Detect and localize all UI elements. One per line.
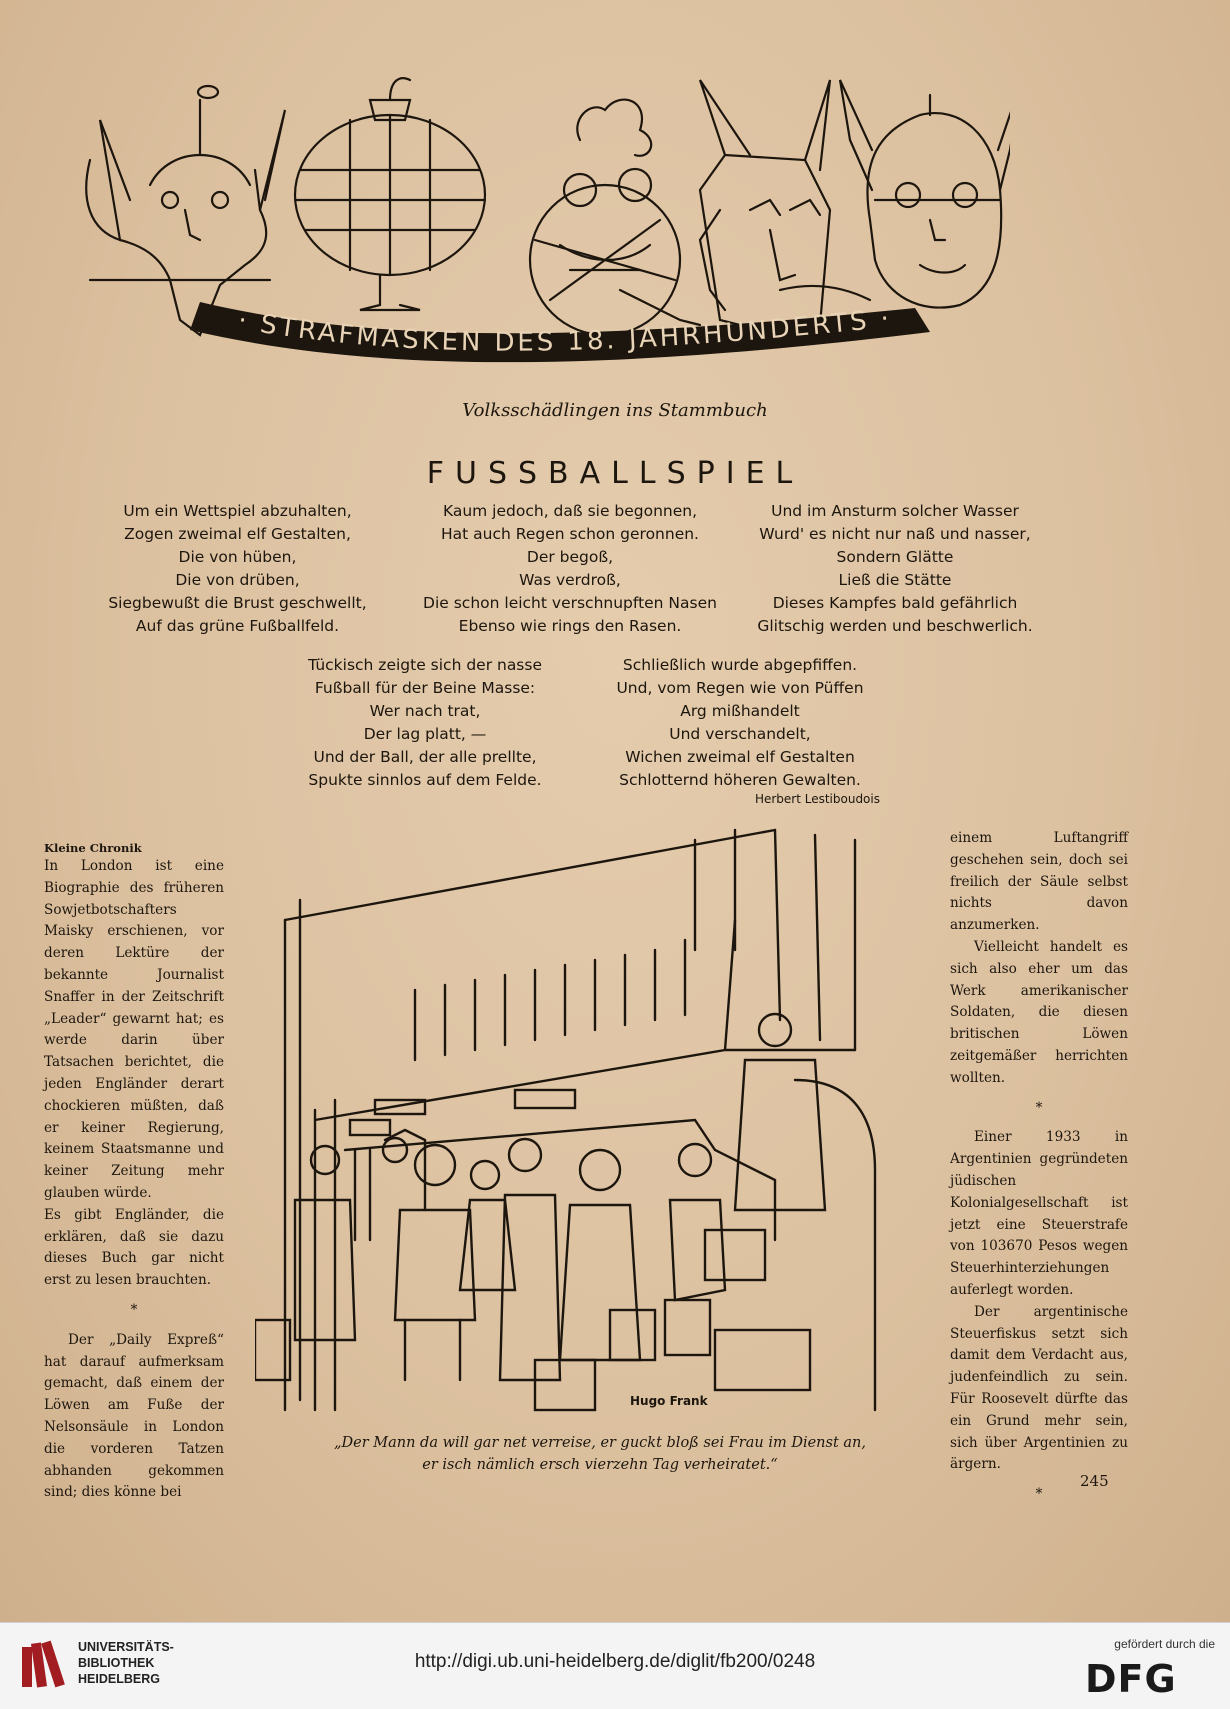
poem-line: Zogen zweimal elf Gestalten,	[124, 525, 351, 543]
cartoon-signature: Hugo Frank	[630, 1394, 708, 1408]
poem-line: Sondern Glätte	[836, 548, 954, 566]
right-paragraph-3: Einer 1933 in Argentinien gegründeten jüdischen Kolonialgesellschaft ist jetzt eine Steuerstrafe von 103670 Pesos wegen Steuerhinterziehungen auferlegt worden.	[950, 1129, 1128, 1298]
banner	[190, 302, 930, 362]
separator-star: *	[130, 1301, 138, 1318]
poem-line: Der begoß,	[526, 548, 614, 566]
permalink-url[interactable]: http://digi.ub.uni-heidelberg.de/diglit/fb200/0248	[414, 1651, 816, 1672]
mask-3-drawing	[530, 100, 700, 335]
left-paragraph-1: In London ist eine Biographie des früheren Sowjetbotschafters Maisky erschienen, vor deren Lektüre der bekannte Journalist Snaffer in der Zeitschrift „Leader“ gewarnt hat; es werde darin über Tatsachen berichtet, die jeden Engländer derart chockieren müßten, daß er keiner Regierung, keinem Staatsmanne und keiner Zeitung mehr glauben würde.	[44, 858, 224, 1201]
poem-stanza-1	[105, 500, 370, 638]
poem-line: Arg mißhandelt	[680, 702, 800, 720]
mask-5-drawing	[840, 80, 1010, 308]
poem-line: Ebenso wie rings den Rasen.	[458, 617, 682, 635]
poem-line: Der lag platt, —	[363, 725, 487, 743]
poem-line: Spukte sinnlos auf dem Felde.	[308, 771, 542, 789]
poem-line: Dieses Kampfes bald gefährlich	[772, 594, 1018, 612]
poem-stanza-5	[590, 654, 890, 792]
right-column	[950, 828, 1128, 1514]
banner-text: · STRAFMASKEN DES 18. JAHRHUNDERTS ·	[235, 303, 894, 358]
poem-line: Die von hüben,	[178, 548, 297, 566]
poem-line: Was verdroß,	[519, 571, 621, 589]
poem-line: Wurd' es nicht nur naß und nasser,	[759, 525, 1031, 543]
poem-line: Auf das grüne Fußballfeld.	[135, 617, 340, 635]
poem-line: Hat auch Regen schon geronnen.	[441, 525, 699, 543]
separator-star: *	[1035, 1099, 1043, 1116]
poem-line: Glitschig werden und beschwerlich.	[757, 617, 1033, 635]
mask-2-drawing	[295, 78, 485, 310]
poem-line: Tückisch zeigte sich der nasse	[307, 656, 542, 674]
station-cartoon-illustration	[255, 820, 910, 1415]
cartoon-caption: „Der Mann da will gar net verreise, er guckt bloß sei Frau im Dienst an, er isch nämlich ersch vierzehn Tag verheiratet.“	[334, 1435, 866, 1473]
left-column	[44, 840, 224, 1504]
left-paragraph-3: Der „Daily Expreß“ hat darauf aufmerksam gemacht, daß einem der Löwen am Fuße der Nelsonsäule in London die vorderen Tatzen abhanden gekommen sind; dies könne bei	[44, 1331, 224, 1501]
poem-line: Wer nach trat,	[369, 702, 481, 720]
footer-bar	[0, 1622, 1230, 1709]
poem-line: Siegbewußt die Brust geschwellt,	[108, 594, 367, 612]
right-paragraph-2: Vielleicht handelt es sich also eher um das Werk amerikanischer Soldaten, die diesen britischen Löwen zeitgemäßer herrichten wollten.	[950, 938, 1128, 1086]
poem-author: Herbert Lestiboudois	[754, 792, 880, 806]
poem-stanza-4	[275, 654, 575, 792]
poem-line: Und der Ball, der alle prellte,	[313, 748, 537, 766]
mask-1-drawing	[86, 86, 285, 335]
poem-line: Um ein Wettspiel abzuhalten,	[123, 502, 352, 520]
poem-line: Fußball für der Beine Masse:	[314, 679, 536, 697]
poem-stanza-3	[745, 500, 1045, 638]
poem-line: Und verschandelt,	[669, 725, 811, 743]
poem-line: Kaum jedoch, daß sie begonnen,	[442, 502, 698, 520]
poem-line: Und im Ansturm solcher Wasser	[771, 502, 1019, 520]
funded-by-label: gefördert durch die	[1114, 1637, 1215, 1651]
separator-star: *	[1035, 1486, 1043, 1503]
column-heading: Kleine Chronik	[44, 841, 142, 855]
poem-title: FUSSBALLSPIEL	[426, 456, 804, 491]
poem-line: Ließ die Stätte	[838, 571, 952, 589]
punishment-masks-illustration	[60, 40, 1010, 370]
mask-4-drawing	[700, 80, 870, 335]
university-name: UNIVERSITÄTS- BIBLIOTHEK HEIDELBERG	[78, 1640, 174, 1686]
poem-line: Und, vom Regen wie von Püffen	[616, 679, 864, 697]
right-paragraph-4: Der argentinische Steuerfiskus setzt sich damit dem Verdacht aus, judenfeindlich zu sein. Für Roosevelt dürfte das ein Grund mehr sein, sich über Argentinien zu ärgern.	[950, 1303, 1128, 1473]
poem-stanza-2	[420, 500, 720, 638]
poem-line: Schließlich wurde abgepfiffen.	[622, 656, 858, 674]
poem-line: Die von drüben,	[175, 571, 300, 589]
poem-line: Wichen zweimal elf Gestalten	[625, 748, 855, 766]
page-number: 245	[1080, 1472, 1109, 1490]
poem-line: Die schon leicht verschnupften Nasen	[423, 594, 717, 612]
dfg-logo: DFG	[1085, 1657, 1177, 1701]
left-paragraph-2: Es gibt Engländer, die erklären, daß sie dazu dieses Buch gar nicht erst zu lesen brauchten.	[44, 1206, 224, 1289]
subtitle: Volksschädlingen ins Stammbuch	[462, 400, 768, 421]
poem-line: Schlotternd höheren Gewalten.	[619, 771, 861, 789]
right-paragraph-1: einem Luftangriff geschehen sein, doch sei freilich der Säule selbst nichts davon anzumerken.	[950, 830, 1128, 934]
